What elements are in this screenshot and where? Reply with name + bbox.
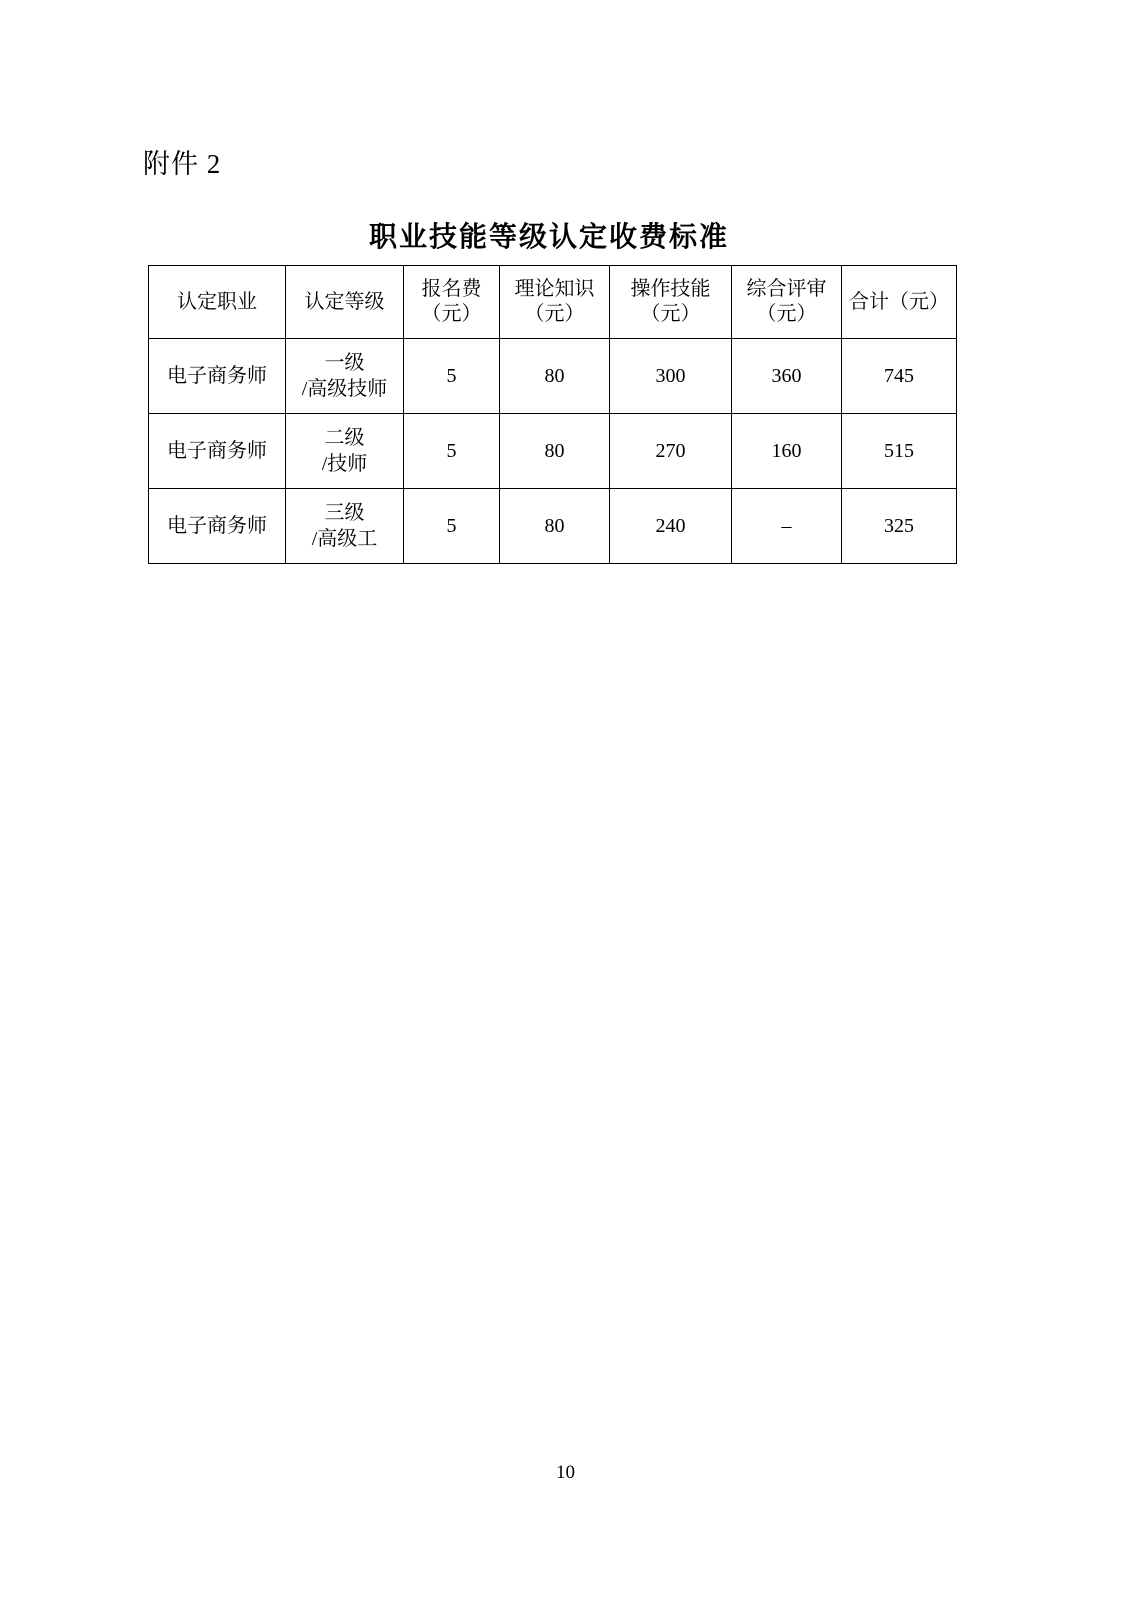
- table-header-row: [149, 266, 957, 339]
- header-theory-fee-line1: 理论知识: [514, 278, 595, 300]
- cell-total-fee: 515: [842, 414, 957, 489]
- header-total-fee: [842, 266, 957, 339]
- page-number: 10: [556, 1462, 575, 1483]
- cell-total-fee: 745: [842, 339, 957, 414]
- table-row: [149, 414, 957, 489]
- cell-skill-fee: 240: [610, 489, 732, 564]
- cell-level-line2: /高级技师: [301, 378, 388, 400]
- cell-review-fee: –: [732, 489, 842, 564]
- cell-level-line1: 三级: [324, 502, 365, 524]
- header-occupation-line1: 认定职业: [177, 290, 257, 313]
- cell-registration-fee: 5: [404, 414, 500, 489]
- header-level-line1: 认定等级: [304, 290, 385, 313]
- cell-occupation: 电子商务师: [149, 339, 286, 414]
- cell-occupation: 电子商务师: [149, 489, 286, 564]
- cell-skill-fee: 300: [610, 339, 732, 414]
- header-theory-fee-line2: （元）: [524, 303, 585, 325]
- cell-level-line2: /高级工: [311, 528, 378, 550]
- cell-review-fee: 360: [732, 339, 842, 414]
- cell-level-line1: 一级: [324, 352, 365, 374]
- header-registration-fee: [404, 266, 500, 339]
- cell-level: [286, 339, 404, 414]
- cell-level-line1: 二级: [324, 427, 365, 449]
- header-skill-fee-line2: （元）: [640, 303, 701, 325]
- cell-occupation: 电子商务师: [149, 414, 286, 489]
- attachment-label: 附件 2: [143, 149, 222, 179]
- cell-registration-fee: 5: [404, 339, 500, 414]
- cell-skill-fee: 270: [610, 414, 732, 489]
- cell-level: [286, 414, 404, 489]
- header-total-fee-line1: 合计（元）: [849, 290, 949, 313]
- cell-registration-fee: 5: [404, 489, 500, 564]
- cell-theory-fee: 80: [500, 489, 610, 564]
- table-row: [149, 489, 957, 564]
- cell-review-fee: 160: [732, 414, 842, 489]
- header-review-fee-line1: 综合评审: [746, 278, 827, 300]
- page-title: 职业技能等级认定收费标准: [368, 222, 729, 253]
- cell-theory-fee: 80: [500, 339, 610, 414]
- table-row: [149, 339, 957, 414]
- cell-total-fee: 325: [842, 489, 957, 564]
- header-level: [286, 266, 404, 339]
- header-skill-fee-line1: 操作技能: [630, 278, 711, 300]
- header-registration-fee-line2: （元）: [421, 303, 482, 325]
- header-occupation: [149, 266, 286, 339]
- header-theory-fee: [500, 266, 610, 339]
- fee-standard-table: [148, 265, 957, 564]
- header-review-fee-line2: （元）: [756, 303, 817, 325]
- cell-level-line2: /技师: [321, 453, 368, 475]
- header-skill-fee: [610, 266, 732, 339]
- header-registration-fee-line1: 报名费: [421, 278, 482, 300]
- cell-theory-fee: 80: [500, 414, 610, 489]
- cell-level: [286, 489, 404, 564]
- header-review-fee: [732, 266, 842, 339]
